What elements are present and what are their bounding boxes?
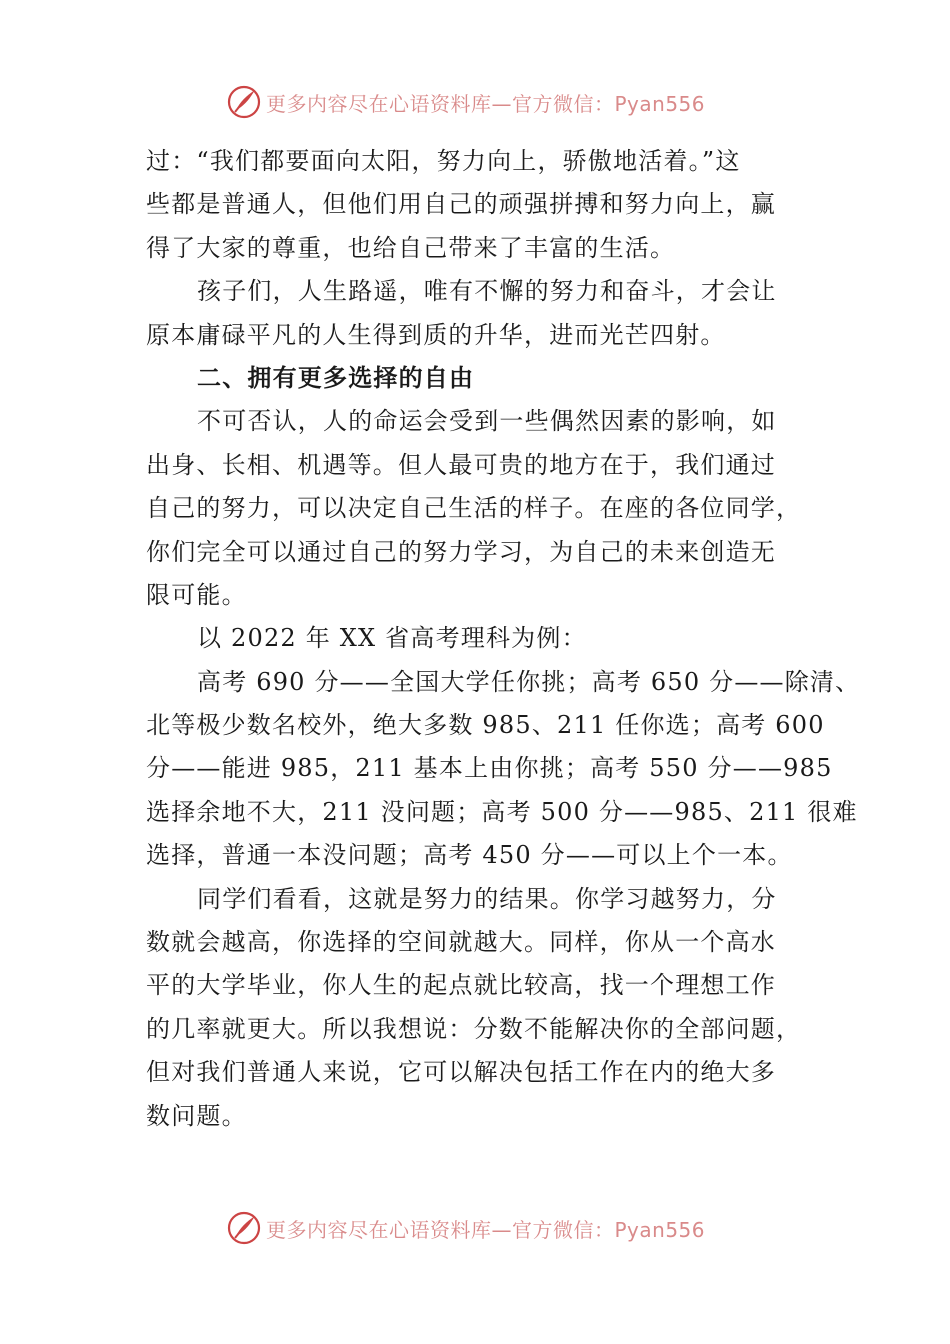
text-line: 高考 690 分——全国大学任你挑；高考 650 分——除清、 [197,667,861,696]
text-line: 同学们看看，这就是努力的结果。你学习越努力，分 [197,884,777,913]
text-line: 你们完全可以通过自己的努力学习，为自己的未来创造无 [146,537,776,566]
text-line: 限可能。 [146,580,247,609]
header-watermark [226,82,705,122]
text-line: 出身、长相、机遇等。但人最可贵的地方在于，我们通过 [146,450,776,479]
text-line: 过：“我们都要面向太阳，努力向上，骄傲地活着。”这 [146,147,741,175]
text-line: 分——能进 985，211 基本上由你挑；高考 550 分——985 [146,754,833,783]
text-line: 选择，普通一本没问题；高考 450 分——可以上个一本。 [146,841,793,870]
quill-pen-logo-icon [226,1210,262,1246]
text-line: 的几率就更大。所以我想说：分数不能解决你的全部问题， [146,1014,802,1043]
text-line: 但对我们普通人来说，它可以解决包括工作在内的绝大多 [146,1058,776,1087]
section-heading: 二、拥有更多选择的自由 [197,363,475,392]
text-line: 原本庸碌平凡的人生得到质的升华，进而光芒四射。 [146,320,726,349]
text-line: 得了大家的尊重，也给自己带来了丰富的生活。 [146,233,676,262]
text-line: 北等极少数名校外，绝大多数 985、211 任你选；高考 600 [146,711,825,740]
watermark-text: 更多内容尽在心语资料库—官方微信：Pyan556 [266,1217,706,1242]
text-line: 数问题。 [146,1101,247,1130]
quill-pen-logo-icon [226,84,262,120]
text-line: 些都是普通人，但他们用自己的顽强拼搏和努力向上，赢 [146,190,776,219]
text-line: 自己的努力，可以决定自己生活的样子。在座的各位同学， [146,494,802,523]
document-body [146,140,861,1138]
text-line: 孩子们，人生路遥，唯有不懈的努力和奋斗，才会让 [197,277,777,306]
text-line: 不可否认，人的命运会受到一些偶然因素的影响，如 [197,407,777,436]
footer-watermark [226,1208,705,1248]
text-line: 以 2022 年 XX 省高考理科为例： [197,624,587,653]
text-line: 平的大学毕业，你人生的起点就比较高，找一个理想工作 [146,971,776,1000]
text-line: 选择余地不大，211 没问题；高考 500 分——985、211 很难 [146,797,858,826]
watermark-text: 更多内容尽在心语资料库—官方微信：Pyan556 [266,91,706,116]
text-line: 数就会越高，你选择的空间就越大。同样，你从一个高水 [146,928,776,957]
